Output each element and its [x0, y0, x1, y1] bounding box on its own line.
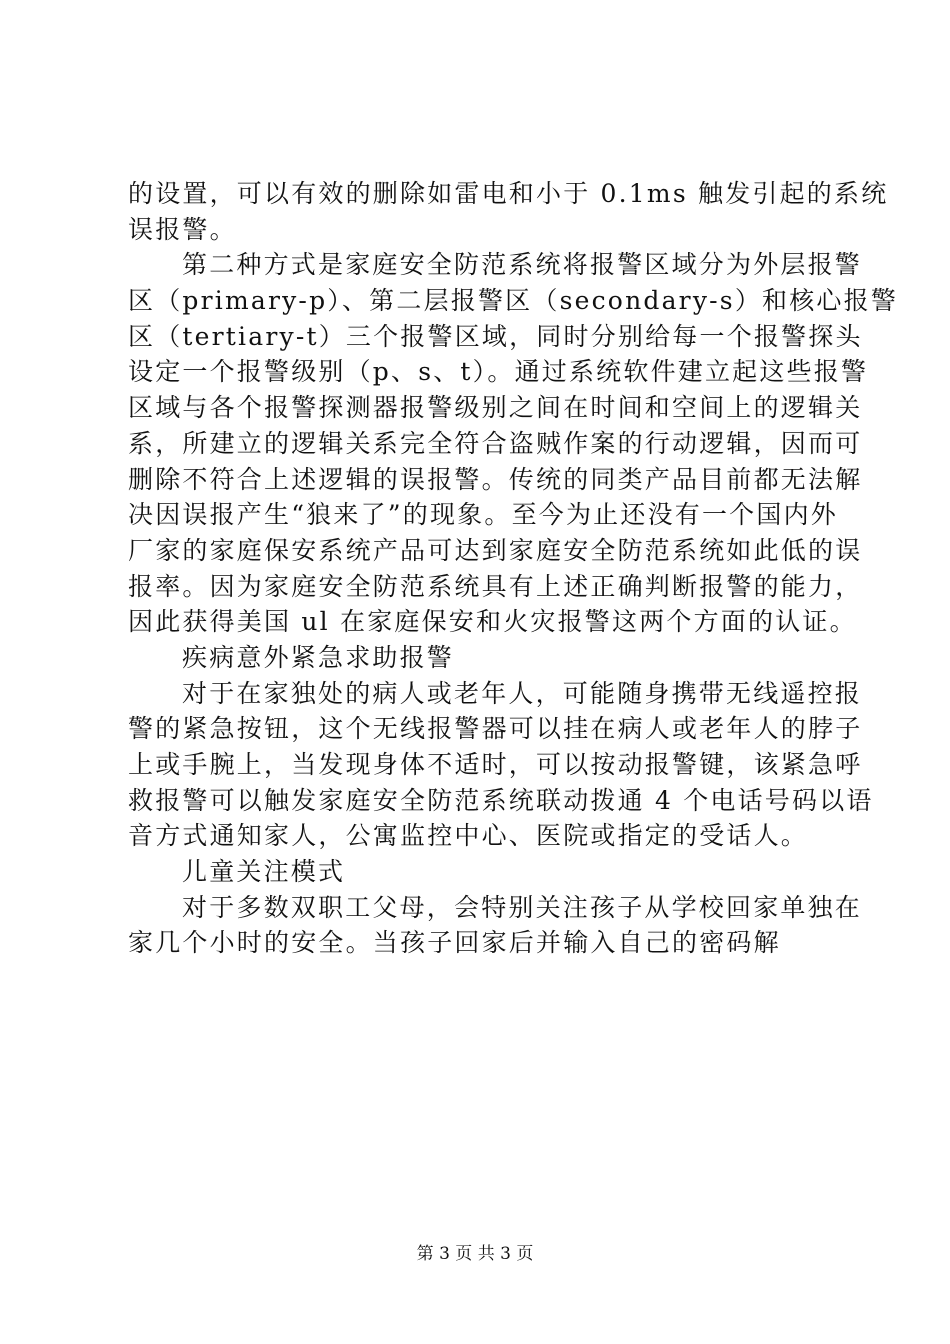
page-number-footer: 第 3 页 共 3 页 [416, 1244, 534, 1264]
paragraph-first-line: 第二种方式是家庭安全防范系统将报警区域分为外层报警 [182, 250, 863, 280]
body-line: 报率。因为家庭安全防范系统具有上述正确判断报警的能力， [128, 571, 863, 601]
section-heading-emergency-help: 疾病意外紧急求助报警 [182, 642, 455, 672]
paragraph-first-line: 对于多数双职工父母，会特别关注孩子从学校回家单独在 [182, 892, 863, 922]
body-line: 家几个小时的安全。当孩子回家后并输入自己的密码解 [128, 928, 781, 958]
body-line: 的设置，可以有效的删除如雷电和小于 0.1ms 触发引起的系统 [128, 179, 889, 208]
body-line: 因此获得美国 ul 在家庭保安和火灾报警这两个方面的认证。 [128, 607, 857, 637]
body-line: 区（primary-p）、第二层报警区（secondary-s）和核心报警 [128, 286, 899, 316]
body-line: 警的紧急按钮，这个无线报警器可以挂在病人或老年人的脖子 [128, 714, 863, 744]
body-line: 救报警可以触发家庭安全防范系统联动拨通 4 个电话号码以语 [128, 785, 874, 815]
body-line: 厂家的家庭保安系统产品可达到家庭安全防范系统如此低的误 [128, 535, 863, 565]
paragraph-first-line: 对于在家独处的病人或老年人，可能随身携带无线遥控报 [182, 678, 863, 708]
body-line: 决因误报产生“狼来了”的现象。至今为止还没有一个国内外 [128, 500, 838, 530]
body-line: 误报警。 [128, 214, 237, 244]
body-line: 区（tertiary-t）三个报警区域，同时分别给每一个报警探头 [128, 321, 863, 351]
body-line: 系，所建立的逻辑关系完全符合盗贼作案的行动逻辑，因而可 [128, 428, 863, 458]
body-line: 删除不符合上述逻辑的误报警。传统的同类产品目前都无法解 [128, 464, 863, 494]
body-line: 上或手腕上，当发现身体不适时，可以按动报警键，该紧急呼 [128, 750, 863, 779]
body-line: 区域与各个报警探测器报警级别之间在时间和空间上的逻辑关 [128, 393, 863, 423]
body-line: 音方式通知家人，公寓监控中心、医院或指定的受话人。 [128, 821, 809, 851]
section-heading-child-care-mode: 儿童关注模式 [182, 857, 346, 887]
document-body [128, 176, 899, 961]
body-line: 设定一个报警级别（p、s、t）。通过系统软件建立起这些报警 [128, 357, 869, 387]
